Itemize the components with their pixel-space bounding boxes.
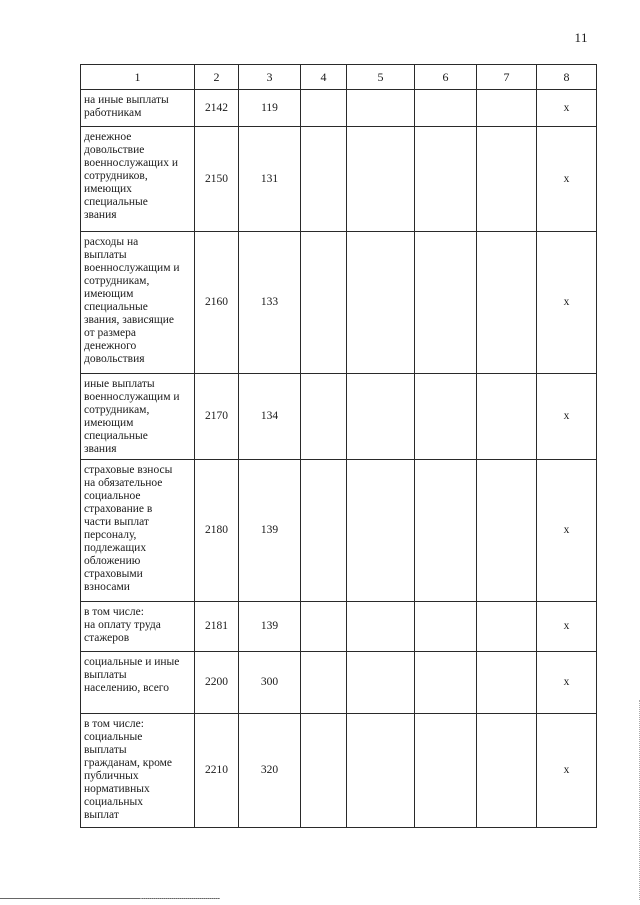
table-cell <box>301 652 347 714</box>
row-line-code: 2210 <box>195 714 239 828</box>
row-description: на иные выплаты работникам <box>81 90 195 127</box>
column-header: 5 <box>347 65 415 90</box>
footer-rule-dotted <box>140 898 220 899</box>
row-line-code: 2142 <box>195 90 239 127</box>
table-cell <box>477 714 537 828</box>
table-cell <box>301 90 347 127</box>
row-code: 300 <box>239 652 301 714</box>
table-cell <box>477 232 537 374</box>
table-cell <box>415 127 477 232</box>
column-header: 3 <box>239 65 301 90</box>
table-cell <box>477 374 537 460</box>
table-cell <box>301 127 347 232</box>
table-row <box>81 652 597 714</box>
row-code: 139 <box>239 602 301 652</box>
table-cell <box>301 714 347 828</box>
table-cell <box>301 460 347 602</box>
table-cell <box>301 374 347 460</box>
row-line-code: 2180 <box>195 460 239 602</box>
row-line-code: 2150 <box>195 127 239 232</box>
table-row <box>81 602 597 652</box>
table-cell <box>415 232 477 374</box>
row-code: 131 <box>239 127 301 232</box>
budget-table <box>80 64 597 828</box>
row-col8-value: x <box>537 652 597 714</box>
row-description: страховые взносы на обязательное социальное страхование в части выплат персоналу, подлежащих обложению страховыми взносами <box>81 460 195 602</box>
row-col8-value: x <box>537 232 597 374</box>
column-header: 2 <box>195 65 239 90</box>
column-header: 1 <box>81 65 195 90</box>
row-code: 134 <box>239 374 301 460</box>
table-cell <box>301 232 347 374</box>
table-cell <box>347 374 415 460</box>
table-cell <box>477 127 537 232</box>
column-header: 7 <box>477 65 537 90</box>
table-cell <box>415 90 477 127</box>
row-code: 139 <box>239 460 301 602</box>
row-line-code: 2181 <box>195 602 239 652</box>
row-line-code: 2160 <box>195 232 239 374</box>
row-description: расходы на выплаты военнослужащим и сотрудникам, имеющим специальные звания, зависящие от размера денежного довольствия <box>81 232 195 374</box>
table-cell <box>415 374 477 460</box>
table-cell <box>347 652 415 714</box>
table-cell <box>347 602 415 652</box>
table-cell <box>347 90 415 127</box>
table-row <box>81 714 597 828</box>
table-row <box>81 90 597 127</box>
table-cell <box>347 127 415 232</box>
row-line-code: 2200 <box>195 652 239 714</box>
column-header: 6 <box>415 65 477 90</box>
table-row <box>81 460 597 602</box>
row-col8-value: x <box>537 127 597 232</box>
row-col8-value: x <box>537 374 597 460</box>
table-row <box>81 374 597 460</box>
table-cell <box>347 232 415 374</box>
table-row <box>81 127 597 232</box>
page-number: 11 <box>574 30 588 45</box>
table-cell <box>301 602 347 652</box>
row-description: в том числе: на оплату труда стажеров <box>81 602 195 652</box>
table-cell <box>415 714 477 828</box>
row-code: 133 <box>239 232 301 374</box>
row-code: 119 <box>239 90 301 127</box>
table-cell <box>347 714 415 828</box>
table-header-row <box>81 65 597 90</box>
table-row <box>81 232 597 374</box>
table-cell <box>415 602 477 652</box>
column-header: 8 <box>537 65 597 90</box>
table-cell <box>477 460 537 602</box>
table-cell <box>477 652 537 714</box>
table-cell <box>477 602 537 652</box>
row-description: в том числе: социальные выплаты гражданам, кроме публичных нормативных социальных выплат <box>81 714 195 828</box>
row-col8-value: x <box>537 714 597 828</box>
row-col8-value: x <box>537 602 597 652</box>
row-col8-value: x <box>537 90 597 127</box>
table-cell <box>477 90 537 127</box>
table-cell <box>415 652 477 714</box>
table-cell <box>415 460 477 602</box>
column-header: 4 <box>301 65 347 90</box>
row-code: 320 <box>239 714 301 828</box>
row-description: денежное довольствие военнослужащих и сотрудников, имеющих специальные звания <box>81 127 195 232</box>
row-col8-value: x <box>537 460 597 602</box>
row-description: иные выплаты военнослужащим и сотрудникам, имеющим специальные звания <box>81 374 195 460</box>
table-cell <box>347 460 415 602</box>
row-description: социальные и иные выплаты населению, всего <box>81 652 195 714</box>
row-line-code: 2170 <box>195 374 239 460</box>
